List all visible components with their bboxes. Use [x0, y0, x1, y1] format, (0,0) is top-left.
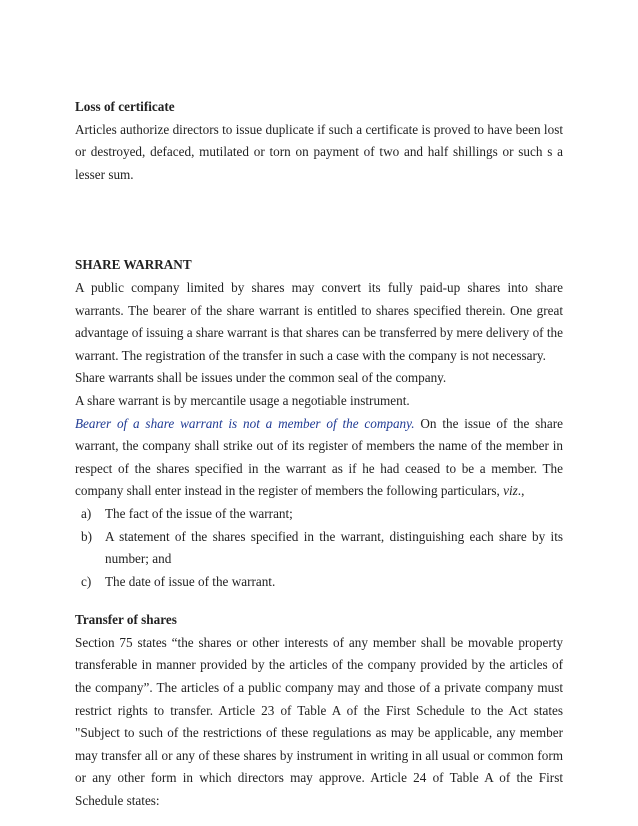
- list-item-text: A statement of the shares specified in the warrant, distinguishing each share by its number; and: [105, 528, 563, 567]
- paragraph-loss-of-certificate: Articles authorize directors to issue duplicate if such a certificate is proved to have been lost or destroyed, defaced, mutilated or torn on payment of two and half shillings or such s a lesser sum.: [75, 121, 563, 182]
- heading-loss-of-certificate: Loss of certificate: [75, 99, 175, 114]
- list-item-text: The fact of the issue of the warrant;: [105, 505, 293, 521]
- bearer-rest-text: On the issue of the share warrant, the company shall strike out of its register of members the name of the member in respect of the shares specified in the warrant as if he had ceased to be a member. The company shall enter instead in the register of members the following particulars,: [75, 415, 563, 499]
- spacer: [75, 593, 563, 609]
- spacer: [75, 186, 563, 254]
- bearer-italic-text: Bearer of a share warrant is not a member of the company.: [75, 415, 415, 431]
- list-marker: a): [81, 505, 92, 521]
- paragraph-negotiable-instrument: A share warrant is by mercantile usage a negotiable instrument.: [75, 392, 410, 408]
- list-item-text: The date of issue of the warrant.: [105, 573, 276, 589]
- viz-italic-text: viz: [503, 483, 518, 499]
- list-item: [75, 503, 563, 526]
- list-marker: b): [81, 528, 92, 544]
- heading-transfer-of-shares: Transfer of shares: [75, 612, 177, 628]
- heading-share-warrant: SHARE WARRANT: [75, 257, 192, 273]
- document-page: [75, 96, 563, 813]
- paragraph-transfer-of-shares: Section 75 states “the shares or other interests of any member shall be movable property transferable in manner provided by the articles of the company provided by the articles of the company”. The articles of a public company may and those of a private company must restrict rights to transfer. Article 23 of Table A of the First Schedule to the Act states "Subject to such of the restrictions of these regulations as may be applicable, any member may transfer all or any of these shares by instrument in writing in all usual or common form or any other form in which directors may approve. Article 24 of Table A of the First Schedule states:: [75, 634, 563, 809]
- list-item: [75, 571, 563, 594]
- paragraph-share-warrant-intro: A public company limited by shares may convert its fully paid-up shares into share warrants. The bearer of the share warrant is entitled to shares specified therein. One great advantage of issuing a share warrant is that shares can be transferred by mere delivery of the warrant. The registration of the transfer in such a case with the company is not necessary.: [75, 279, 563, 363]
- list-item: [75, 526, 563, 571]
- paragraph-common-seal: Share warrants shall be issues under the common seal of the company.: [75, 370, 447, 386]
- particulars-list: [75, 503, 563, 593]
- paragraph-bearer-not-member: [75, 413, 563, 503]
- list-marker: c): [81, 573, 92, 589]
- viz-end-text: .,: [517, 483, 525, 499]
